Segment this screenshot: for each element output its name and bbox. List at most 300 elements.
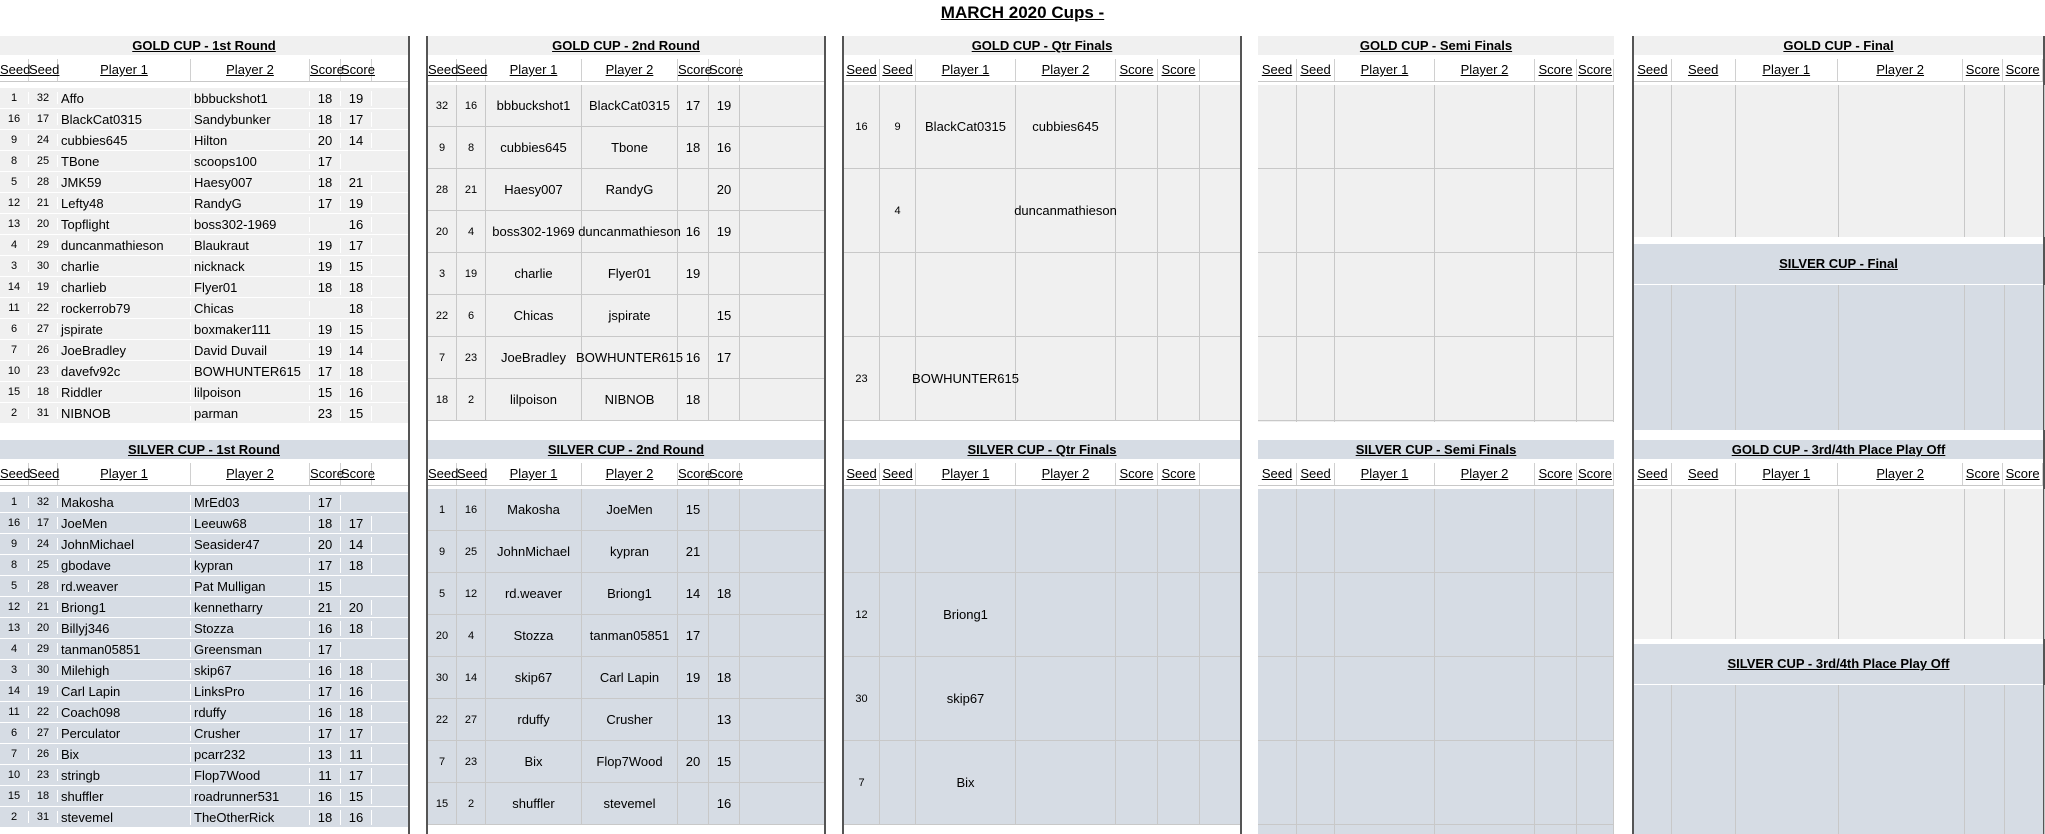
player-cell (1016, 489, 1116, 572)
score-header: Score (341, 463, 372, 485)
player-cell: Affo (58, 91, 191, 106)
seed-cell: 5 (0, 580, 29, 592)
score-cell: 20 (341, 600, 372, 615)
player-cell (1016, 337, 1116, 420)
table-row (0, 807, 408, 828)
grid-divider (1258, 740, 1614, 741)
seed-cell (880, 253, 916, 336)
grid-divider (1334, 85, 1335, 422)
gold-playoff-title: GOLD CUP - 3rd/4th Place Play Off (1634, 440, 2043, 459)
player1-header: Player 1 (1335, 463, 1435, 485)
player1-header: Player 1 (916, 59, 1016, 81)
seed-cell: 6 (457, 295, 486, 336)
player-cell: Briong1 (58, 600, 191, 615)
player-cell: Pat Mulligan (191, 579, 310, 594)
player-cell: cubbies645 (486, 127, 582, 168)
grid-divider (1838, 85, 1839, 237)
silver-r2-table (428, 489, 824, 825)
table-row (428, 699, 824, 741)
player-cell: Coach098 (58, 705, 191, 720)
score-cell: 16 (310, 663, 341, 678)
table-row (0, 382, 408, 403)
score-cell (1158, 337, 1200, 420)
score-cell (1116, 489, 1158, 572)
grid-divider (1576, 489, 1577, 834)
player-cell: Makosha (58, 495, 191, 510)
score-cell: 18 (341, 280, 372, 295)
score-cell: 13 (310, 747, 341, 762)
player2-header: Player 2 (1016, 59, 1116, 81)
seed-cell: 15 (0, 386, 29, 398)
silver-r2-title: SILVER CUP - 2nd Round (428, 440, 824, 459)
seed-header: Seed (1297, 59, 1335, 81)
score-header: Score (310, 59, 341, 81)
player1-header: Player 1 (486, 463, 582, 485)
player-cell: JoeMen (58, 516, 191, 531)
seed-cell: 29 (29, 239, 58, 251)
player-cell: Bix (58, 747, 191, 762)
table-row (844, 85, 1240, 169)
table-row (0, 492, 408, 513)
player1-header: Player 1 (916, 463, 1016, 485)
player-cell: Briong1 (916, 573, 1016, 656)
table-row (844, 573, 1240, 657)
seed-cell: 10 (0, 365, 29, 377)
score-cell: 11 (341, 747, 372, 762)
qtr-finals-panel (842, 36, 1242, 834)
player1-header: Player 1 (1736, 463, 1839, 485)
score-cell: 19 (341, 196, 372, 211)
seed-cell: 5 (428, 573, 457, 614)
column-header-row (1634, 463, 2043, 486)
score-cell: 16 (678, 337, 709, 378)
score-cell: 18 (310, 112, 341, 127)
column-header-row (0, 59, 408, 82)
grid-divider (1434, 85, 1435, 422)
seed-cell: 24 (29, 134, 58, 146)
column-header-row (428, 59, 824, 82)
player-cell: davefv92c (58, 364, 191, 379)
grid-divider (1671, 489, 1672, 639)
player-cell (1016, 253, 1116, 336)
score-header: Score (1535, 59, 1577, 81)
player-cell: Hilton (191, 133, 310, 148)
player2-header: Player 2 (582, 463, 678, 485)
seed-header: Seed (844, 463, 880, 485)
column-header-row (1258, 59, 1614, 82)
score-cell: 19 (310, 259, 341, 274)
table-row (0, 534, 408, 555)
score-cell: 19 (709, 211, 740, 252)
score-cell: 17 (678, 85, 709, 126)
table-row (428, 489, 824, 531)
seed-cell: 27 (457, 699, 486, 740)
score-cell: 15 (341, 322, 372, 337)
score-cell: 17 (678, 615, 709, 656)
seed-cell: 25 (457, 531, 486, 572)
score-cell: 21 (678, 531, 709, 572)
gold-sf-title: GOLD CUP - Semi Finals (1258, 36, 1614, 55)
player1-header: Player 1 (58, 463, 191, 485)
seed-cell: 16 (457, 489, 486, 530)
grid-divider (1258, 168, 1614, 169)
grid-divider (1296, 489, 1297, 834)
player-cell: Haesy007 (486, 169, 582, 210)
silver-playoff-title: SILVER CUP - 3rd/4th Place Play Off (1634, 644, 2043, 684)
grid-divider (1576, 85, 1577, 422)
player-cell (1016, 657, 1116, 740)
table-row (0, 618, 408, 639)
player-cell: Briong1 (582, 573, 678, 614)
player-cell: rd.weaver (58, 579, 191, 594)
table-row (0, 555, 408, 576)
seed-cell: 8 (457, 127, 486, 168)
seed-cell: 12 (844, 573, 880, 656)
seed-cell: 23 (29, 769, 58, 781)
score-header: Score (1158, 463, 1200, 485)
score-cell: 17 (341, 768, 372, 783)
score-header: Score (1116, 463, 1158, 485)
seed-cell: 1 (0, 92, 29, 104)
score-cell: 15 (341, 259, 372, 274)
player-cell: JMK59 (58, 175, 191, 190)
table-row (428, 531, 824, 573)
player-cell: stevemel (58, 810, 191, 825)
score-cell (1158, 253, 1200, 336)
seed-cell: 12 (0, 601, 29, 613)
seed-cell: 27 (29, 727, 58, 739)
seed-cell: 4 (0, 239, 29, 251)
seed-cell: 8 (0, 155, 29, 167)
table-row (428, 127, 824, 169)
player-cell: JohnMichael (486, 531, 582, 572)
player-cell: duncanmathieson (1016, 169, 1116, 252)
grid-divider (1258, 572, 1614, 573)
seed-cell: 6 (0, 323, 29, 335)
seed-cell: 2 (0, 407, 29, 419)
player-cell: kennetharry (191, 600, 310, 615)
table-row (428, 85, 824, 127)
grid-divider (1671, 285, 1672, 430)
player-cell: jspirate (58, 322, 191, 337)
score-cell (1116, 741, 1158, 824)
player-cell: boxmaker111 (191, 322, 310, 337)
table-row (0, 597, 408, 618)
player-cell (916, 253, 1016, 336)
player-cell: Carl Lapin (58, 684, 191, 699)
seed-header: Seed (457, 59, 486, 81)
seed-cell (880, 741, 916, 824)
seed-header: Seed (29, 463, 58, 485)
score-cell: 16 (341, 217, 372, 232)
round1-panel (0, 36, 410, 834)
seed-cell: 29 (29, 643, 58, 655)
table-row (0, 660, 408, 681)
player-cell: nicknack (191, 259, 310, 274)
seed-cell: 32 (428, 85, 457, 126)
player2-header: Player 2 (1435, 59, 1535, 81)
seed-cell: 4 (457, 615, 486, 656)
score-header: Score (2003, 463, 2043, 485)
table-row (0, 403, 408, 424)
player-cell: kypran (582, 531, 678, 572)
score-header: Score (1577, 463, 1614, 485)
player-cell: Stozza (191, 621, 310, 636)
score-header: Score (2003, 59, 2043, 81)
score-cell: 20 (709, 169, 740, 210)
seed-cell: 31 (29, 407, 58, 419)
player2-header: Player 2 (1838, 463, 1963, 485)
grid-divider (1964, 85, 1965, 237)
score-cell: 17 (310, 196, 341, 211)
table-row (0, 193, 408, 214)
score-cell (1158, 169, 1200, 252)
player-cell: Stozza (486, 615, 582, 656)
player-cell: JoeBradley (58, 343, 191, 358)
player1-header: Player 1 (486, 59, 582, 81)
table-row (428, 573, 824, 615)
score-header: Score (310, 463, 341, 485)
seed-cell: 4 (457, 211, 486, 252)
score-cell: 17 (310, 726, 341, 741)
seed-cell: 21 (29, 601, 58, 613)
grid-divider (1258, 336, 1614, 337)
score-cell: 18 (310, 810, 341, 825)
seed-header: Seed (457, 463, 486, 485)
score-cell: 17 (310, 495, 341, 510)
silver-qf-title: SILVER CUP - Qtr Finals (844, 440, 1240, 459)
gold-sf-grid (1258, 85, 1614, 422)
score-cell: 17 (310, 364, 341, 379)
seed-cell: 22 (428, 699, 457, 740)
seed-header: Seed (1258, 59, 1297, 81)
score-header: Score (678, 59, 709, 81)
player-cell: Topflight (58, 217, 191, 232)
seed-cell: 23 (457, 337, 486, 378)
score-cell: 19 (341, 91, 372, 106)
player-cell: stringb (58, 768, 191, 783)
score-cell: 19 (310, 343, 341, 358)
score-cell: 21 (341, 175, 372, 190)
player-cell: David Duvail (191, 343, 310, 358)
score-header: Score (678, 463, 709, 485)
table-row (428, 253, 824, 295)
player-cell: duncanmathieson (58, 238, 191, 253)
player-cell: BOWHUNTER615 (916, 337, 1016, 420)
table-row (0, 235, 408, 256)
table-row (0, 151, 408, 172)
player-cell: TBone (58, 154, 191, 169)
seed-cell: 23 (457, 741, 486, 782)
score-cell: 17 (341, 726, 372, 741)
score-cell: 18 (678, 379, 709, 420)
grid-divider (1964, 285, 1965, 430)
player-cell: Blaukraut (191, 238, 310, 253)
seed-cell: 30 (29, 664, 58, 676)
score-cell (678, 699, 709, 740)
seed-cell: 4 (880, 169, 916, 252)
player-cell: RandyG (191, 196, 310, 211)
seed-header: Seed (0, 463, 29, 485)
score-header: Score (709, 463, 740, 485)
table-row (844, 169, 1240, 253)
score-cell (1116, 573, 1158, 656)
seed-cell (844, 253, 880, 336)
seed-cell: 15 (0, 790, 29, 802)
seed-cell: 25 (29, 559, 58, 571)
seed-cell: 4 (0, 643, 29, 655)
score-cell: 18 (341, 663, 372, 678)
seed-cell: 14 (0, 281, 29, 293)
score-header: Score (1535, 463, 1577, 485)
seed-cell (880, 489, 916, 572)
player-cell (1016, 741, 1116, 824)
seed-cell: 3 (0, 664, 29, 676)
score-header: Score (1963, 463, 2003, 485)
score-cell: 16 (709, 127, 740, 168)
gold-r2-title: GOLD CUP - 2nd Round (428, 36, 824, 55)
seed-cell: 9 (0, 538, 29, 550)
seed-cell: 10 (0, 769, 29, 781)
score-cell: 14 (341, 133, 372, 148)
grid-divider (1735, 85, 1736, 237)
score-cell: 17 (341, 516, 372, 531)
player-cell: Chicas (486, 295, 582, 336)
seed-cell: 2 (0, 811, 29, 823)
score-cell: 18 (341, 301, 372, 316)
seed-cell: 22 (428, 295, 457, 336)
player-cell: kypran (191, 558, 310, 573)
player-cell: cubbies645 (1016, 85, 1116, 168)
table-row (0, 256, 408, 277)
score-cell: 18 (310, 175, 341, 190)
seed-cell: 17 (29, 113, 58, 125)
player-cell: skip67 (191, 663, 310, 678)
page-title: MARCH 2020 Cups - (940, 3, 1105, 22)
seed-cell: 12 (0, 197, 29, 209)
seed-cell: 5 (0, 176, 29, 188)
seed-header: Seed (1634, 59, 1672, 81)
table-row (844, 253, 1240, 337)
score-cell: 15 (709, 295, 740, 336)
score-cell (709, 489, 740, 530)
player-cell (916, 169, 1016, 252)
player-cell: NIBNOB (582, 379, 678, 420)
score-header: Score (1158, 59, 1200, 81)
seed-cell: 28 (29, 580, 58, 592)
table-row (0, 744, 408, 765)
table-row (428, 295, 824, 337)
player-cell: BOWHUNTER615 (582, 337, 678, 378)
seed-header: Seed (1297, 463, 1335, 485)
player-cell: lilpoison (191, 385, 310, 400)
gold-r1-title: GOLD CUP - 1st Round (0, 36, 408, 55)
player-cell: Flop7Wood (582, 741, 678, 782)
table-row (0, 109, 408, 130)
seed-header: Seed (844, 59, 880, 81)
player-cell: Flyer01 (191, 280, 310, 295)
score-cell: 18 (341, 621, 372, 636)
seed-header: Seed (0, 59, 29, 81)
grid-divider (2004, 685, 2005, 834)
score-cell (1158, 85, 1200, 168)
player-cell: Chicas (191, 301, 310, 316)
player2-header: Player 2 (582, 59, 678, 81)
table-row (0, 702, 408, 723)
score-cell: 13 (709, 699, 740, 740)
gold-final-title: GOLD CUP - Final (1634, 36, 2043, 55)
gold-final-grid (1634, 85, 2043, 237)
seed-cell: 30 (29, 260, 58, 272)
score-cell: 19 (678, 253, 709, 294)
player-cell: skip67 (486, 657, 582, 698)
grid-divider (2004, 85, 2005, 237)
grid-divider (1534, 489, 1535, 834)
grid-divider (1735, 685, 1736, 834)
player-cell: Greensman (191, 642, 310, 657)
score-cell: 19 (678, 657, 709, 698)
score-cell: 16 (310, 789, 341, 804)
score-cell: 18 (310, 91, 341, 106)
table-row (0, 172, 408, 193)
finals-panel (1632, 36, 2045, 834)
player-cell: BOWHUNTER615 (191, 364, 310, 379)
score-cell: 15 (678, 489, 709, 530)
seed-cell: 20 (29, 622, 58, 634)
column-header-row (844, 463, 1240, 486)
table-row (0, 723, 408, 744)
seed-header: Seed (428, 59, 457, 81)
player-cell: pcarr232 (191, 747, 310, 762)
player-cell: Haesy007 (191, 175, 310, 190)
seed-cell: 16 (844, 85, 880, 168)
table-row (0, 88, 408, 109)
score-cell: 15 (310, 385, 341, 400)
gold-r1-table (0, 88, 408, 424)
grid-divider (2004, 285, 2005, 430)
score-header: Score (1963, 59, 2003, 81)
score-cell: 20 (310, 537, 341, 552)
seed-cell: 13 (0, 218, 29, 230)
player-cell: cubbies645 (58, 133, 191, 148)
seed-cell: 28 (428, 169, 457, 210)
grid-divider (1534, 85, 1535, 422)
grid-divider (1671, 685, 1672, 834)
score-cell: 18 (678, 127, 709, 168)
score-cell: 20 (678, 741, 709, 782)
player-cell: rockerrob79 (58, 301, 191, 316)
seed-header: Seed (1258, 463, 1297, 485)
seed-cell: 1 (0, 496, 29, 508)
score-cell: 17 (310, 684, 341, 699)
semi-finals-panel (1258, 36, 1614, 834)
player-cell: RandyG (582, 169, 678, 210)
seed-cell: 16 (0, 113, 29, 125)
player-cell: Riddler (58, 385, 191, 400)
score-cell: 18 (341, 364, 372, 379)
table-row (0, 361, 408, 382)
grid-divider (1838, 685, 1839, 834)
player2-header: Player 2 (191, 59, 310, 81)
score-cell (709, 253, 740, 294)
silver-r1-table (0, 492, 408, 828)
player-cell: rduffy (486, 699, 582, 740)
table-row (0, 786, 408, 807)
seed-header: Seed (880, 59, 916, 81)
player-cell: JoeMen (582, 489, 678, 530)
table-row (428, 657, 824, 699)
player-cell: boss302-1969 (486, 211, 582, 252)
